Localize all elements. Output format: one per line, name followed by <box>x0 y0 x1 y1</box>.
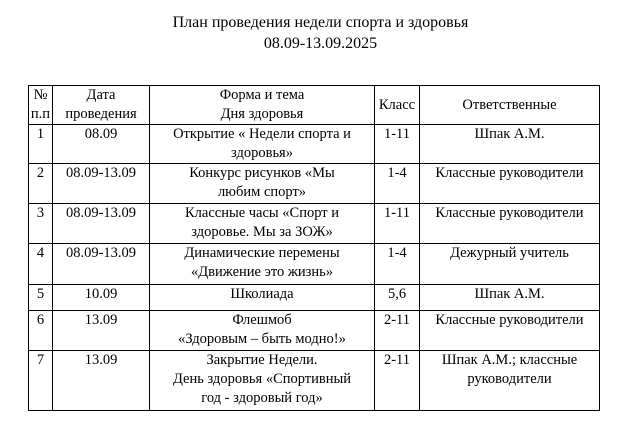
row-responsible: Шпак А.М.; классные руководители <box>420 351 600 411</box>
row-num: 4 <box>29 244 53 285</box>
table-row <box>29 311 600 351</box>
row-date: 08.09-13.09 <box>53 204 150 244</box>
table-row <box>29 285 600 311</box>
header-form: Форма и тема Дня здоровья <box>150 86 375 125</box>
table-row <box>29 204 600 244</box>
table-row <box>29 244 600 285</box>
row-class: 1-4 <box>375 244 420 285</box>
row-date: 08.09-13.09 <box>53 164 150 204</box>
header-class: Класс <box>375 86 420 125</box>
row-form: Динамические перемены «Движение это жизнь» <box>150 244 375 285</box>
row-num: 5 <box>29 285 53 311</box>
row-date: 08.09 <box>53 125 150 164</box>
row-responsible: Шпак А.М. <box>420 125 600 164</box>
table-row <box>29 164 600 204</box>
row-class: 2-11 <box>375 311 420 351</box>
row-responsible: Классные руководители <box>420 164 600 204</box>
row-responsible: Классные руководители <box>420 204 600 244</box>
row-date: 10.09 <box>53 285 150 311</box>
row-class: 1-11 <box>375 204 420 244</box>
row-form: Открытие « Недели спорта и здоровья» <box>150 125 375 164</box>
row-responsible: Дежурный учитель <box>420 244 600 285</box>
title-dates: 08.09-13.09.2025 <box>263 35 378 52</box>
row-class: 2-11 <box>375 351 420 411</box>
header-date: Дата проведения <box>53 86 150 125</box>
row-form: Конкурс рисунков «Мы любим спорт» <box>150 164 375 204</box>
header-responsible: Ответственные <box>420 86 600 125</box>
table-header-row <box>29 86 600 125</box>
row-num: 2 <box>29 164 53 204</box>
header-num: № п.п <box>29 86 53 125</box>
row-date: 08.09-13.09 <box>53 244 150 285</box>
row-form: Классные часы «Спорт и здоровье. Мы за ЗОЖ» <box>150 204 375 244</box>
row-num: 3 <box>29 204 53 244</box>
row-num: 7 <box>29 351 53 411</box>
row-class: 5,6 <box>375 285 420 311</box>
row-num: 1 <box>29 125 53 164</box>
row-num: 6 <box>29 311 53 351</box>
row-responsible: Классные руководители <box>420 311 600 351</box>
document-title <box>0 12 641 54</box>
title-main: План проведения недели спорта и здоровья <box>172 14 469 31</box>
table-row <box>29 351 600 411</box>
row-date: 13.09 <box>53 311 150 351</box>
row-form: Школиада <box>150 285 375 311</box>
row-class: 1-11 <box>375 125 420 164</box>
row-form: Флешмоб «Здоровым – быть модно!» <box>150 311 375 351</box>
row-date: 13.09 <box>53 351 150 411</box>
row-responsible: Шпак А.М. <box>420 285 600 311</box>
table-row <box>29 125 600 164</box>
schedule-table <box>28 85 600 411</box>
row-class: 1-4 <box>375 164 420 204</box>
row-form: Закрытие Недели. День здоровья «Спортивный год - здоровый год» <box>150 351 375 411</box>
